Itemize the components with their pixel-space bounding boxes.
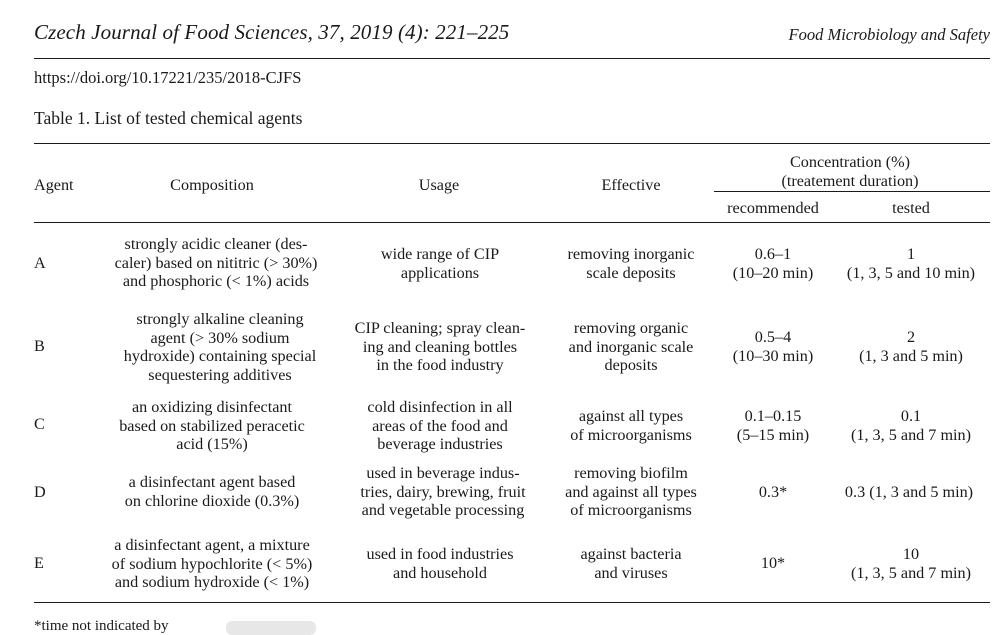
cell-usage: CIP cleaning; spray clean- ing and cleaning bottles in the food industry [354,319,526,374]
table-caption: Table 1. List of tested chemical agents [34,108,303,128]
cell-agent: E [34,554,44,572]
cell-recommended: 0.1–0.15 (5–15 min) [736,407,810,444]
cell-usage: used in food industries and household [366,545,514,582]
cell-agent: C [34,415,45,433]
journal-citation: Czech Journal of Food Sciences, 37, 2019 (4): 221–225 [34,20,510,44]
cell-tested: 0.3 (1, 3 and 5 min) [844,483,974,501]
concentration-subheader-rule [714,191,990,192]
cell-composition: strongly alkaline cleaning agent (> 30% sodium hydroxide) containing special sequestering additives [123,310,317,384]
page-header [34,20,990,50]
cell-tested: 10 (1, 3, 5 and 7 min) [850,545,972,582]
cell-recommended: 10* [760,554,786,572]
cell-effective: against bacteria and viruses [580,545,682,582]
cell-usage: wide range of CIP applications [380,245,500,282]
cell-composition: a disinfectant agent, a mixture of sodium hypochlorite (< 5%) and sodium hydroxide (< 1%) [111,536,313,591]
cell-effective: against all types of microorganisms [570,407,692,444]
header-bottom-rule [34,222,990,223]
header-recommended: recommended [727,199,819,217]
cell-usage: cold disinfection in all areas of the food and beverage industries [367,398,513,453]
table-footnote: *time not indicated by [34,618,169,634]
header-concentration [781,153,918,190]
doi-link[interactable]: https://doi.org/10.17221/235/2018-CJFS [34,68,302,87]
cell-effective: removing organic and inorganic scale deposits [568,319,694,374]
cell-composition: an oxidizing disinfectant based on stabilized peracetic acid (15%) [119,398,305,453]
cell-agent: B [34,337,45,355]
cell-tested: 1 (1, 3, 5 and 10 min) [846,245,976,282]
header-concentration-line: Concentration (%) [789,153,910,171]
header-rule [34,58,990,59]
cell-recommended: 0.6–1 (10–20 min) [732,245,814,282]
cell-composition: a disinfectant agent based on chlorine dioxide (0.3%) [124,473,300,510]
scroll-overlay [226,621,316,635]
cell-recommended: 0.5–4 (10–30 min) [732,328,814,365]
cell-composition: strongly acidic cleaner (des- caler) based on nititric (> 30%) and phosphoric (< 1%) acids [114,235,318,290]
header-composition: Composition [170,176,254,194]
cell-usage: used in beverage indus- tries, dairy, brewing, fruit and vegetable processing [360,464,526,519]
header-concentration-line: (treatement duration) [781,171,919,190]
header-usage: Usage [418,176,460,194]
cell-agent: D [34,483,46,501]
cell-agent: A [34,254,46,272]
cell-tested: 2 (1, 3 and 5 min) [859,328,963,365]
table-bottom-rule [34,602,990,603]
header-tested: tested [892,199,930,217]
cell-effective: removing inorganic scale deposits [567,245,695,282]
table-top-rule [34,143,990,144]
section-title: Food Microbiology and Safety [788,25,990,44]
cell-recommended: 0.3* [758,483,788,501]
header-agent: Agent [34,176,74,194]
cell-effective: removing biofilm and against all types of microorganisms [565,464,697,519]
cell-tested: 0.1 (1, 3, 5 and 7 min) [850,407,972,444]
header-effective: Effective [601,176,661,194]
